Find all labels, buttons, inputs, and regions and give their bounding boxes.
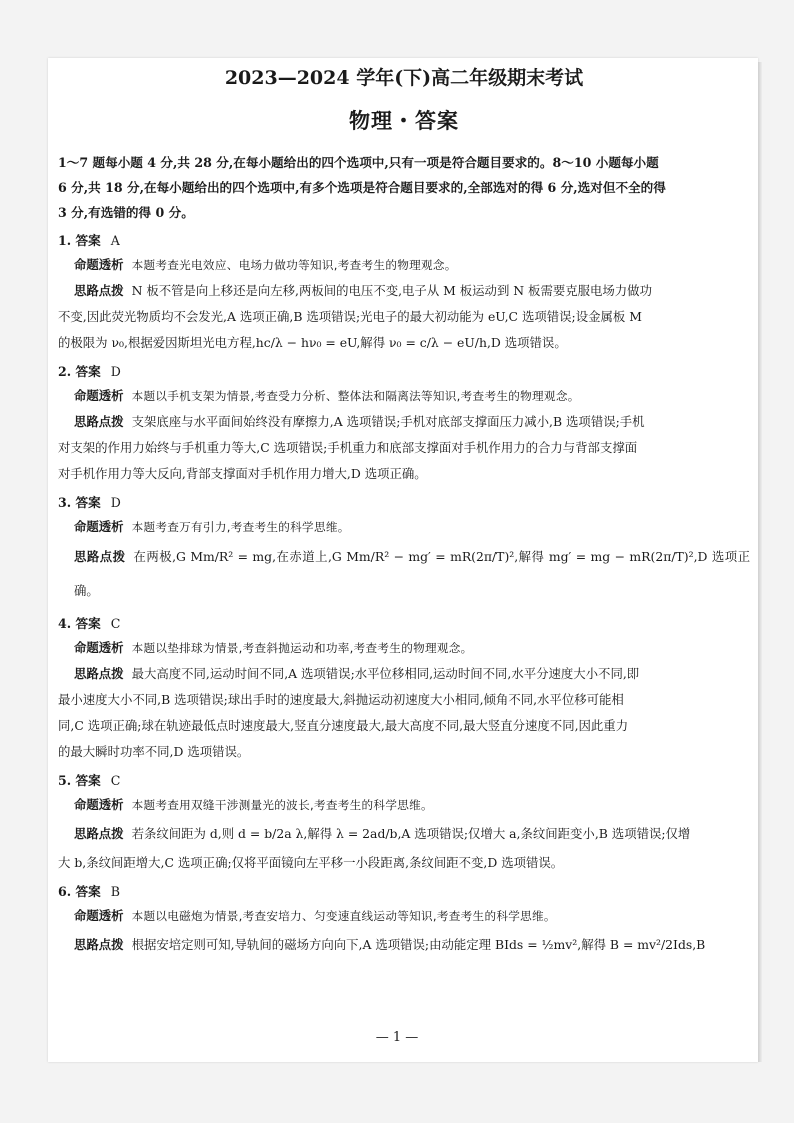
page-edge-shadow	[758, 62, 762, 1062]
answer-line	[58, 769, 750, 792]
answer-line	[58, 491, 750, 514]
answer-label: 答案	[75, 616, 101, 631]
hint-label: 思路点拨	[74, 826, 124, 841]
hint-continuation: 最小速度大小不同,B 选项错误;球出手时的速度最大,斜抛运动初速度大小相同,倾角不同,水平位移可能相	[58, 692, 624, 707]
answer-value: D	[110, 495, 121, 510]
answer-line	[58, 880, 750, 903]
hint-text: 支架底座与水平面间始终没有摩擦力,A 选项错误;手机对底部支撑面压力减小,B 选项错误;手机	[131, 414, 645, 429]
intro-line: 1～7 题每小题 4 分,共 28 分,在每小题给出的四个选项中,只有一项是符合题目要求的。8～10 小题每小题	[58, 155, 659, 170]
answer-line	[58, 229, 750, 252]
intro-block	[58, 150, 750, 225]
hint-label: 思路点拨	[74, 937, 124, 952]
answer-value: C	[110, 773, 121, 788]
answer-label: 答案	[75, 773, 101, 788]
answer-line	[58, 612, 750, 635]
analysis-line	[74, 383, 750, 409]
hint-label: 思路点拨	[74, 549, 126, 564]
question-5	[58, 769, 750, 876]
analysis-text: 本题考查用双缝干涉测量光的波长,考查考生的科学思维。	[131, 798, 433, 812]
analysis-text: 本题考查光电效应、电场力做功等知识,考查考生的物理观念。	[131, 258, 457, 272]
hint-text: 若条纹间距为 d,则 d = b/2a λ,解得 λ = 2ad/b,A 选项错误;仅增大 a,条纹间距变小,B 选项错误;仅增	[131, 826, 691, 841]
answer-label: 答案	[75, 884, 101, 899]
answer-value: C	[110, 616, 121, 631]
exam-title: 2023—2024 学年(下)高二年级期末考试	[224, 67, 584, 89]
answer-label: 答案	[75, 364, 101, 379]
analysis-label: 命题透析	[74, 908, 124, 923]
analysis-line	[74, 514, 750, 540]
hint-text: 在两极,G Mm/R² = mg,在赤道上,G Mm/R² − mg′ = mR(2π/T)²,解得 mg′ = mg − mR(2π/T)²,D 选项正确。	[74, 549, 751, 598]
analysis-label: 命题透析	[74, 797, 124, 812]
analysis-line	[74, 252, 750, 278]
hint-text: N 板不管是向上移还是向左移,两板间的电压不变,电子从 M 板运动到 N 板需要克服电场力做功	[131, 283, 652, 298]
hint-continuation: 对手机作用力等大反向,背部支撑面对手机作用力增大,D 选项正确。	[58, 466, 427, 481]
analysis-line	[74, 903, 750, 929]
question-2	[58, 360, 750, 487]
intro-line: 6 分,共 18 分,在每小题给出的四个选项中,有多个选项是符合题目要求的,全部选对的得 6 分,选对但不全的得	[58, 180, 666, 195]
analysis-label: 命题透析	[74, 388, 124, 403]
hint-label: 思路点拨	[74, 414, 124, 429]
hint-label: 思路点拨	[74, 283, 124, 298]
analysis-text: 本题以手机支架为情景,考查受力分析、整体法和隔离法等知识,考查考生的物理观念。	[131, 389, 580, 403]
hint-continuation: 的最大瞬时功率不同,D 选项错误。	[58, 744, 250, 759]
hint-label: 思路点拨	[74, 666, 124, 681]
hint-continuation: 对支架的作用力始终与手机重力等大,C 选项错误;手机重力和底部支撑面对手机作用力的合力与背部支撑面	[58, 440, 638, 455]
question-number: 5.	[58, 773, 72, 788]
exam-subtitle: 物理・答案	[349, 108, 459, 133]
hint-text: 根据安培定则可知,导轨间的磁场方向向下,A 选项错误;由动能定理 BIds = ½mv²,解得 B = mv²/2Ids,B	[131, 937, 706, 952]
analysis-text: 本题考查万有引力,考查考生的科学思维。	[131, 520, 350, 534]
question-number: 4.	[58, 616, 72, 631]
hint-line	[74, 409, 750, 435]
analysis-label: 命题透析	[74, 519, 124, 534]
page-number: — 1 —	[375, 1030, 419, 1045]
analysis-line	[74, 792, 750, 818]
hint-line	[74, 818, 750, 850]
question-1	[58, 229, 750, 356]
question-6	[58, 880, 750, 961]
hint-line	[74, 278, 750, 304]
analysis-line	[74, 635, 750, 661]
hint-continuation: 不变,因此荧光物质均不会发光,A 选项正确,B 选项错误;光电子的最大初动能为 eU,C 选项错误;设金属板 M	[58, 309, 642, 324]
question-number: 2.	[58, 364, 72, 379]
hint-line	[74, 929, 750, 961]
analysis-label: 命题透析	[74, 640, 124, 655]
question-number: 1.	[58, 233, 72, 248]
answer-label: 答案	[75, 233, 101, 248]
answer-label: 答案	[75, 495, 101, 510]
analysis-label: 命题透析	[74, 257, 124, 272]
hint-continuation: 同,C 选项正确;球在轨迹最低点时速度最大,竖直分速度最大,最大高度不同,最大竖直分速度不同,因此重力	[58, 718, 629, 733]
hint-continuation: 大 b,条纹间距增大,C 选项正确;仅将平面镜向左平移一小段距离,条纹间距不变,D 选项错误。	[58, 855, 564, 870]
question-number: 6.	[58, 884, 72, 899]
answer-sheet	[48, 58, 758, 1062]
hint-text: 最大高度不同,运动时间不同,A 选项错误;水平位移相同,运动时间不同,水平分速度大小不同,即	[131, 666, 640, 681]
answer-value: A	[110, 233, 120, 248]
intro-line: 3 分,有选错的得 0 分。	[58, 205, 194, 220]
hint-continuation: 的极限为 ν₀,根据爱因斯坦光电方程,hc/λ − hν₀ = eU,解得 ν₀ = c/λ − eU/h,D 选项错误。	[58, 335, 567, 350]
analysis-text: 本题以电磁炮为情景,考查安培力、匀变速直线运动等知识,考查考生的科学思维。	[131, 909, 556, 923]
analysis-text: 本题以垫排球为情景,考查斜抛运动和功率,考查考生的物理观念。	[131, 641, 473, 655]
question-4	[58, 612, 750, 765]
answer-value: D	[110, 364, 121, 379]
answer-line	[58, 360, 750, 383]
answer-value: B	[110, 884, 120, 899]
question-number: 3.	[58, 495, 72, 510]
hint-line	[74, 540, 750, 608]
question-3	[58, 491, 750, 608]
content	[58, 64, 750, 961]
hint-line	[74, 661, 750, 687]
